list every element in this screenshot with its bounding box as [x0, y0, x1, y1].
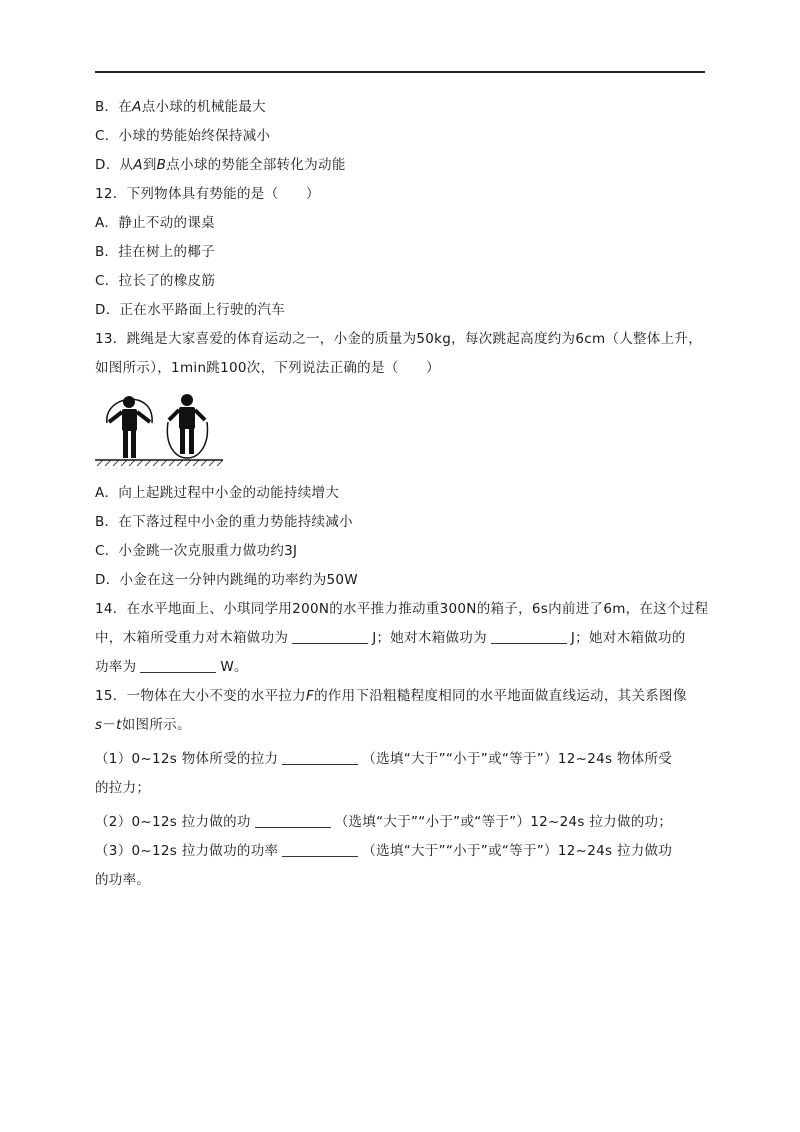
q15-part2 [95, 813, 672, 831]
q13-stem-line1: 13．跳绳是大家喜爱的体育运动之一，小金的质量为50kg，每次跳起高度约为6cm（人整体上升， [95, 331, 703, 347]
q14-line1: 14．在水平地面上、小琪同学用200N的水平推力推动重300N的箱子，6s内前进了6m，在这个过程 [95, 601, 709, 617]
text: W。 [220, 659, 248, 675]
var-t: t [116, 717, 122, 733]
person1-head [123, 396, 135, 408]
var-s: s [95, 717, 103, 733]
var-b: B [156, 157, 167, 173]
text: （3）0~12s 拉力做功的功率 [95, 843, 279, 859]
q11-option-d [95, 156, 346, 174]
q13-option-d: D．小金在这一分钟内跳绳的功率约为50W [95, 572, 358, 588]
header-rule [95, 71, 705, 73]
person2-head [181, 394, 193, 406]
person2-leg [180, 428, 185, 454]
jump-rope-figure [95, 390, 225, 470]
text: 15．一物体在大小不变的水平拉力 [95, 688, 306, 704]
text: B．在 [95, 99, 133, 115]
q15-line2 [95, 716, 191, 734]
q15-line1 [95, 687, 687, 705]
answer-blank[interactable] [140, 659, 216, 673]
text: （选填“大于”“小于”或“等于”）12~24s 拉力做的功； [334, 814, 673, 830]
q15-part3 [95, 842, 672, 860]
answer-blank[interactable] [282, 751, 358, 765]
text: 的作用下沿粗糙程度相同的水平地面做直线运动，其关系图像 [314, 688, 687, 704]
text: 到 [142, 157, 157, 173]
q12-option-c: C．拉长了的橡皮筋 [95, 273, 216, 289]
text: 如图所示。 [121, 717, 191, 733]
text: 点小球的势能全部转化为动能 [166, 157, 346, 173]
jump-rope-illustration [95, 390, 225, 466]
answer-blank[interactable] [255, 814, 331, 828]
q12-option-b: B．挂在树上的椰子 [95, 244, 215, 260]
person2-leg [189, 428, 194, 454]
q13-option-c: C．小金跳一次克服重力做功约3J [95, 543, 298, 559]
text: D．从 [95, 157, 134, 173]
text: － [102, 717, 117, 733]
q14-line3 [95, 658, 248, 676]
q15-part1 [95, 750, 672, 768]
q13-stem-line2: 如图所示），1min跳100次，下列说法正确的是（ ） [95, 360, 440, 376]
q13-option-a: A．向上起跳过程中小金的动能持续增大 [95, 485, 340, 501]
text: （2）0~12s 拉力做的功 [95, 814, 251, 830]
var-a: A [133, 157, 143, 173]
answer-blank[interactable] [282, 843, 358, 857]
answer-blank[interactable] [491, 630, 567, 644]
ground-hatch [97, 460, 223, 466]
text: 点小球的机械能最大 [141, 99, 266, 115]
var-a: A [132, 99, 142, 115]
var-f: F [305, 688, 315, 704]
q12-stem: 12．下列物体具有势能的是（ ） [95, 186, 320, 202]
q13-option-b: B．在下落过程中小金的重力势能持续减小 [95, 514, 353, 530]
text: J；她对木箱做功的 [570, 630, 686, 646]
person1-body [122, 409, 137, 431]
text: （选填“大于”“小于”或“等于”）12~24s 拉力做功 [362, 843, 673, 859]
answer-blank[interactable] [292, 630, 368, 644]
text: 中，木箱所受重力对木箱做功为 [95, 630, 289, 646]
text: （选填“大于”“小于”或“等于”）12~24s 物体所受 [362, 751, 673, 767]
text: （1）0~12s 物体所受的拉力 [95, 751, 279, 767]
text: J；她对木箱做功为 [372, 630, 487, 646]
person2-body [179, 407, 195, 429]
q11-option-b [95, 98, 266, 116]
q12-option-d: D．正在水平路面上行驶的汽车 [95, 302, 286, 318]
q14-line2 [95, 629, 686, 647]
person1-leg [131, 430, 136, 458]
q15-part1-cont: 的拉力； [95, 780, 151, 796]
q11-option-c: C．小球的势能始终保持减小 [95, 128, 271, 144]
q15-part3-cont: 的功率。 [95, 872, 151, 888]
q12-option-a: A．静止不动的课桌 [95, 215, 215, 231]
text: 功率为 [95, 659, 137, 675]
person1-leg [123, 430, 128, 458]
